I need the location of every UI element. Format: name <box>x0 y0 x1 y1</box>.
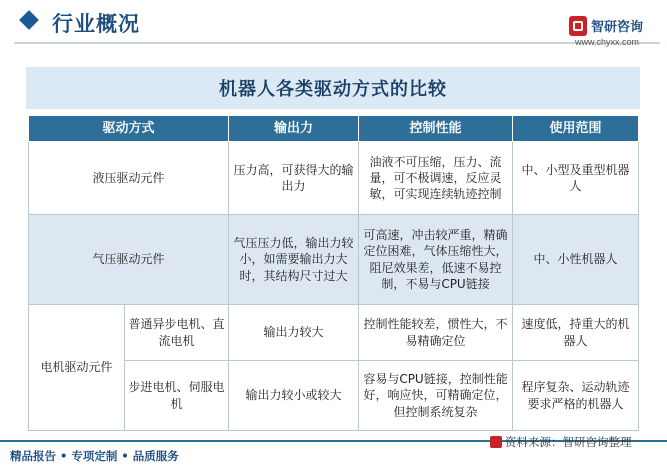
drive-cell: 气压驱动元件 <box>29 215 229 305</box>
logo-name: 智研咨询 <box>591 20 644 35</box>
drive-cell: 液压驱动元件 <box>29 142 229 215</box>
subtype-cell: 普通异步电机、直流电机 <box>125 305 229 361</box>
table-row <box>29 215 639 305</box>
subtype-cell: 步进电机、伺服电机 <box>125 361 229 431</box>
data-source: 资料来源：智研咨询整理 <box>505 435 632 449</box>
column-header-control: 控制性能 <box>359 116 513 142</box>
column-header-usage: 使用范围 <box>513 116 639 142</box>
usage-cell: 中、小型及重型机器人 <box>513 142 639 215</box>
output-cell: 压力高，可获得大的输出力 <box>229 142 359 215</box>
logo-url: www.chyxx.com <box>575 37 640 47</box>
control-cell: 可高速，冲击较严重，精确定位困难，气体压缩性大，阻尼效果差，低速不易控制，不易与CPU链接 <box>359 215 513 305</box>
output-cell: 输出力较大 <box>229 305 359 361</box>
table-row <box>29 142 639 215</box>
diamond-bullet-icon <box>19 10 39 30</box>
control-cell: 容易与CPU链接，控制性能好，响应快，可精确定位，但控制系统复杂 <box>359 361 513 431</box>
header <box>0 0 667 50</box>
output-cell: 输出力较小或较大 <box>229 361 359 431</box>
control-cell: 控制性能较差，惯性大，不易精确定位 <box>359 305 513 361</box>
usage-cell: 程序复杂、运动轨迹要求严格的机器人 <box>513 361 639 431</box>
column-header-drive: 驱动方式 <box>29 116 229 142</box>
output-cell: 气压压力低，输出力较小，如需要输出力大时，其结构尺寸过大 <box>229 215 359 305</box>
drive-cell: 电机驱动元件 <box>29 305 125 431</box>
table-title: 机器人各类驱动方式的比较 <box>26 67 640 109</box>
usage-cell: 中、小性机器人 <box>513 215 639 305</box>
comparison-table <box>28 115 639 431</box>
footer-tagline: 精品报告 • 专项定制 • 品质服务 <box>10 449 179 463</box>
table-row <box>29 305 639 361</box>
table-header-row <box>29 116 639 142</box>
brand-logo <box>569 14 659 47</box>
source-logo-icon <box>490 436 502 448</box>
header-divider <box>14 42 660 44</box>
usage-cell: 速度低，持重大的机器人 <box>513 305 639 361</box>
section-title: 行业概况 <box>52 12 140 36</box>
column-header-output: 输出力 <box>229 116 359 142</box>
logo-mark-icon <box>569 16 587 36</box>
control-cell: 油液不可压缩，压力、流量，可不极调速，反应灵敏，可实现连续轨迹控制 <box>359 142 513 215</box>
